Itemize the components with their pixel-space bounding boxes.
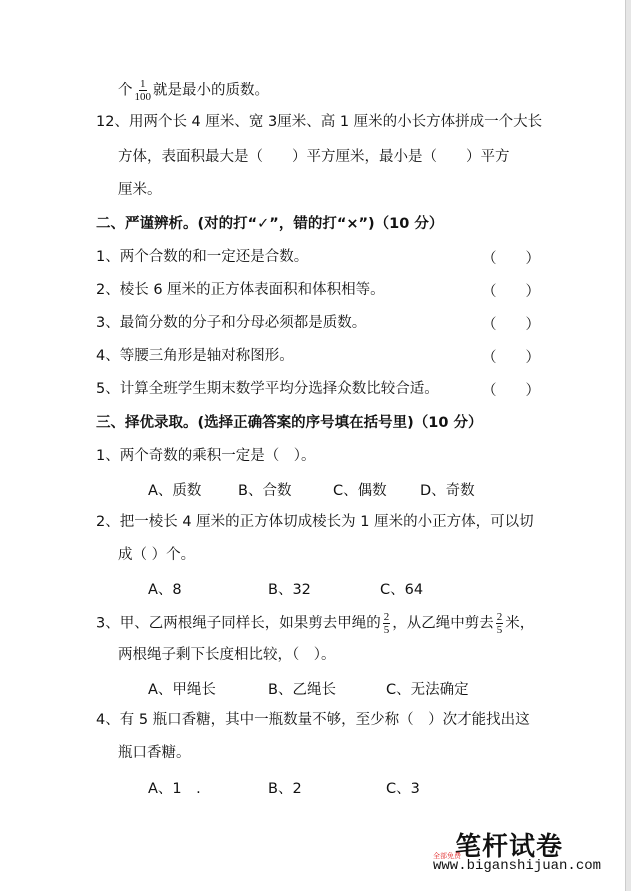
section3-title: 三、择优录取。(选择正确答案的序号填在括号里)（10 分）	[96, 415, 483, 431]
q3-option-c: C、无法确定	[386, 682, 469, 698]
logo-url: www.biganshijuan.com	[433, 858, 602, 874]
choice-q3-line2: 两根绳子剩下长度相比较，（ ）。	[118, 647, 336, 663]
logo-tag: 全部免费	[433, 852, 461, 860]
q12-line2: 方体，表面积最大是（ ）平方厘米，最小是（ ）平方	[118, 149, 510, 165]
page-edge	[625, 0, 631, 891]
q2-option-c: C、64	[380, 582, 424, 598]
choice-q2-line2: 成（ ）个。	[118, 547, 196, 563]
fraction	[135, 78, 152, 103]
numerator: 2	[383, 611, 390, 623]
choice-q2-line1: 2、把一棱长 4 厘米的正方体切成棱长为 1 厘米的小正方体，可以切	[96, 514, 534, 530]
fraction	[496, 611, 504, 636]
q4-option-b: B、2	[268, 781, 302, 797]
choice-q1: 1、两个奇数的乘积一定是（ ）。	[96, 448, 316, 464]
denominator: 100	[134, 91, 151, 103]
q2-option-b: B、32	[268, 582, 311, 598]
q1-option-d: D、奇数	[420, 483, 475, 499]
judge-item-5: 5、计算全班学生期末数学平均分选择众数比较合适。	[96, 381, 439, 397]
fraction	[383, 611, 391, 636]
q12-line1: 12、用两个长 4 厘米、宽 3厘米、高 1 厘米的小长方体拼成一个大长	[96, 114, 543, 130]
text: 3、甲、乙两根绳子同样长，如果剪去甲绳的	[96, 615, 381, 632]
q3-option-a: A、甲绳长	[148, 682, 216, 698]
choice-q4-line1: 4、有 5 瓶口香糖，其中一瓶数量不够，至少称（ ）次才能找出这	[96, 712, 530, 728]
q11-tail	[118, 78, 269, 103]
judge-item-4: 4、等腰三角形是轴对称图形。	[96, 348, 294, 364]
q1-option-b: B、合数	[238, 483, 292, 499]
denominator: 5	[383, 624, 390, 636]
text: 个	[118, 82, 133, 99]
q1-option-a: A、质数	[148, 483, 202, 499]
judge-item-3: 3、最简分数的分子和分母必须都是质数。	[96, 315, 367, 331]
q1-option-c: C、偶数	[333, 483, 387, 499]
choice-q4-line2: 瓶口香糖。	[118, 745, 191, 761]
q4-option-a: A、1 .	[148, 781, 201, 797]
q4-option-c: C、3	[386, 781, 420, 797]
numerator: 2	[496, 611, 503, 623]
answer-paren-1[interactable]: （ ）	[482, 251, 540, 267]
judge-item-1: 1、两个合数的和一定还是合数。	[96, 249, 309, 265]
q2-option-a: A、8	[148, 582, 182, 598]
logo-title: 笔杆试卷	[455, 832, 564, 862]
choice-q3-line1	[96, 611, 534, 636]
text: 就是最小的质数。	[153, 82, 269, 99]
answer-paren-4[interactable]: （ ）	[482, 350, 540, 366]
text: ，从乙绳中剪去	[392, 615, 494, 632]
q12-line3: 厘米。	[118, 182, 162, 198]
answer-paren-2[interactable]: （ ）	[482, 284, 540, 300]
section2-title: 二、严谨辨析。(对的打“✓”，错的打“×”)（10 分）	[96, 216, 444, 232]
answer-paren-3[interactable]: （ ）	[482, 317, 540, 333]
denominator: 5	[496, 624, 503, 636]
numerator: 1	[140, 78, 146, 90]
text: 米，	[505, 615, 535, 632]
judge-item-2: 2、棱长 6 厘米的正方体表面积和体积相等。	[96, 282, 385, 298]
answer-paren-5[interactable]: （ ）	[482, 383, 540, 399]
q3-option-b: B、乙绳长	[268, 682, 336, 698]
